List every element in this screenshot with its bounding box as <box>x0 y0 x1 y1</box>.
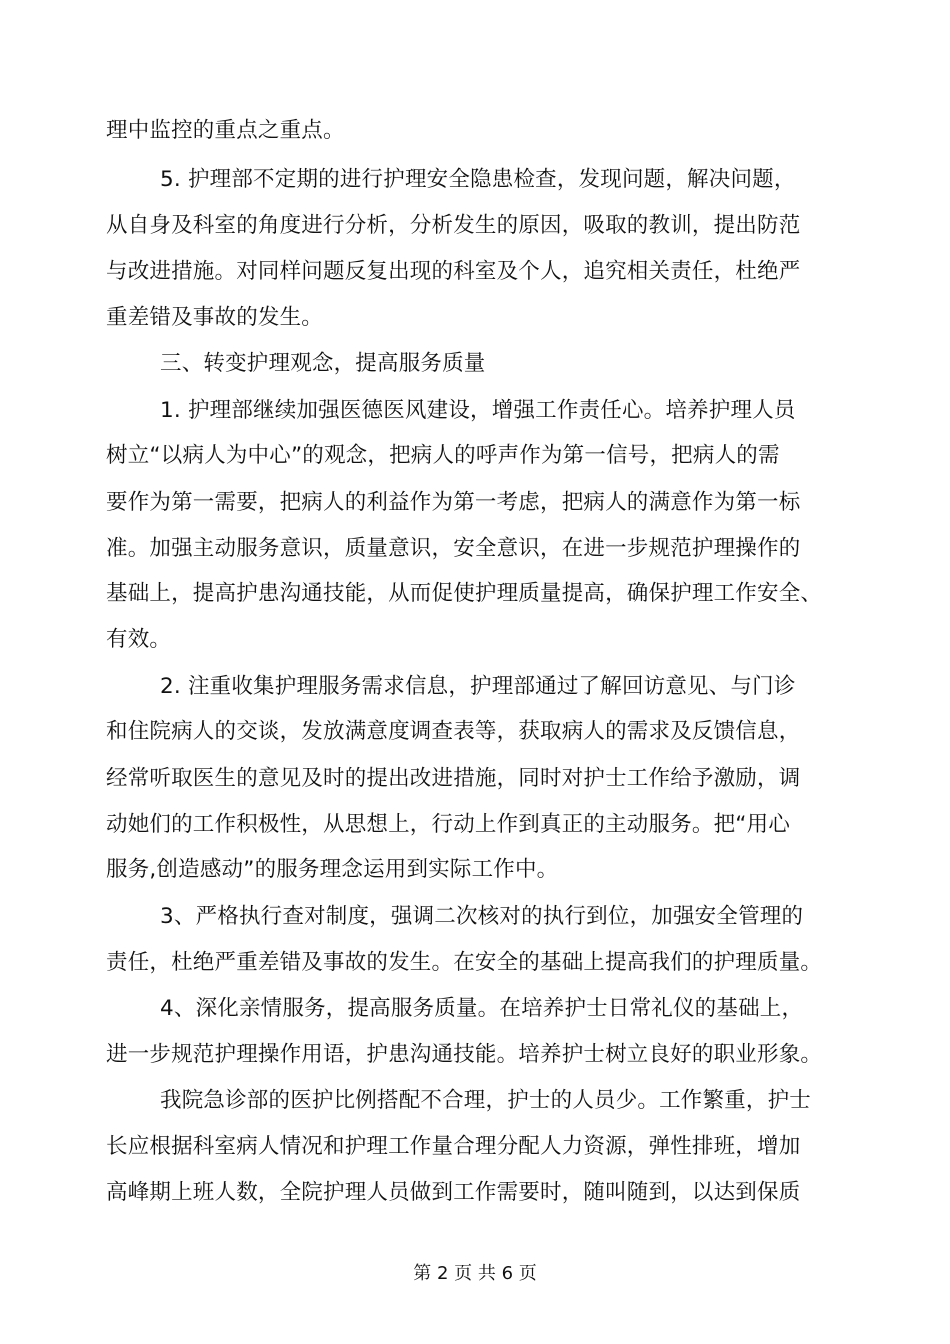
text-line: 4、深化亲情服务，提高服务质量。在培养护士日常礼仪的基础上， <box>160 996 804 1021</box>
text-line: 和住院病人的交谈，发放满意度调查表等，获取病人的需求及反馈信息， <box>106 719 801 744</box>
text-line: 服务,创造感动”的服务理念运用到实际工作中。 <box>106 857 559 882</box>
text-line: 从自身及科室的角度进行分析，分析发生的原因，吸取的教训，提出防范 <box>106 213 801 238</box>
text-line: 3、严格执行查对制度，强调二次核对的执行到位，加强安全管理的 <box>160 904 804 929</box>
page-number: 第 2 页 共 6 页 <box>413 1263 537 1284</box>
section-heading: 三、转变护理观念，提高服务质量 <box>160 351 486 376</box>
text-line: 基础上，提高护患沟通技能，从而促使护理质量提高，确保护理工作安全、 <box>106 581 823 606</box>
text-line: 我院急诊部的医护比例搭配不合理，护士的人员少。工作繁重，护士 <box>160 1088 812 1113</box>
text-line: 2. 注重收集护理服务需求信息，护理部通过了解回访意见、与门诊 <box>160 674 796 699</box>
text-line: 进一步规范护理操作用语，护患沟通技能。培养护士树立良好的职业形象。 <box>106 1042 823 1067</box>
text-line: 有效。 <box>106 627 172 652</box>
text-line: 重差错及事故的发生。 <box>106 305 324 330</box>
text-line: 要作为第一需要，把病人的利益作为第一考虑，把病人的满意作为第一标 <box>106 490 801 515</box>
text-line: 高峰期上班人数，全院护理人员做到工作需要时，随叫随到，以达到保质 <box>106 1180 801 1205</box>
text-line: 与改进措施。对同样问题反复出现的科室及个人，追究相关责任，杜绝严 <box>106 259 801 284</box>
text-line: 树立“以病人为中心”的观念，把病人的呼声作为第一信号，把病人的需 <box>106 443 780 468</box>
text-line: 经常听取医生的意见及时的提出改进措施，同时对护士工作给予激励，调 <box>106 766 801 791</box>
text-line: 准。加强主动服务意识，质量意识，安全意识，在进一步规范护理操作的 <box>106 536 801 561</box>
text-line: 动她们的工作积极性，从思想上，行动上作到真正的主动服务。把“用心 <box>106 812 791 837</box>
text-line: 5. 护理部不定期的进行护理安全隐患检查，发现问题，解决问题， <box>160 167 796 192</box>
text-line: 1. 护理部继续加强医德医风建设，增强工作责任心。培养护理人员 <box>160 398 796 423</box>
text-line: 长应根据科室病人情况和护理工作量合理分配人力资源，弹性排班，增加 <box>106 1134 801 1159</box>
text-line: 理中监控的重点之重点。 <box>106 118 345 143</box>
text-line: 责任，杜绝严重差错及事故的发生。在安全的基础上提高我们的护理质量。 <box>106 950 823 975</box>
